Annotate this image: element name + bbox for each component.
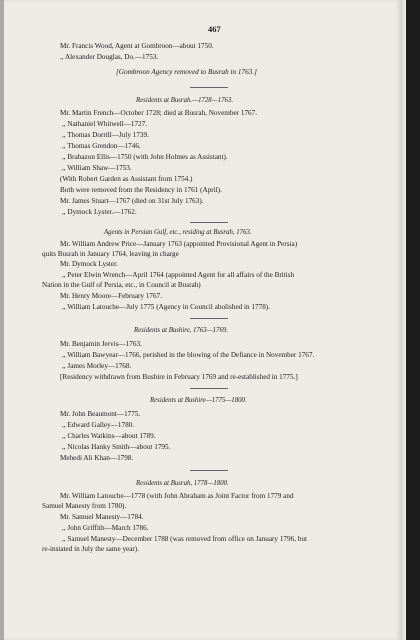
text-line: Mr. James Stuart—1767 (died on 31st July 1763). — [60, 197, 204, 205]
text-line: ,, John Griffith—March 1786. — [62, 524, 149, 532]
text-line: [Residency withdrawn from Bushire in February 1769 and re-established in 1775.] — [60, 373, 298, 381]
text-line: ,, Thomas Dorrill—July 1739. — [62, 131, 149, 139]
book-binding — [406, 0, 420, 640]
text-line: Mehedi Ali Khan—1798. — [60, 454, 134, 462]
text-line: ,, Samuel Manesty—December 1788 (was removed from office on January 1796, but — [62, 535, 307, 543]
section-rule — [190, 470, 228, 471]
text-line: (With Robert Garden as Assistant from 1754.) — [60, 175, 193, 183]
text-line: Mr. William Andrew Price—January 1763 (appointed Provisional Agent in Persia) — [60, 240, 298, 248]
text-line: Nation in the Gulf of Persia, etc., in Council at Busrah) — [42, 281, 201, 289]
text-line: ,, Edward Galley—1780. — [62, 421, 135, 429]
text-line: ,, Brabazon Ellis—1750 (with John Holmes as Assistant). — [62, 153, 228, 161]
text-line: Samuel Manesty from 1780). — [42, 502, 127, 510]
text-line: Mr. John Beaumont—1775. — [60, 410, 141, 418]
text-line: ,, James Morley—1768. — [62, 362, 132, 370]
note-line: [Gombroon Agency removed to Busrah in 1763.] — [116, 68, 257, 76]
text-line: ,, Dymock Lyster.—1762. — [62, 208, 137, 216]
text-line: Mr. Dymock Lyster. — [60, 260, 118, 268]
text-line: ,, Charles Watkins—about 1789. — [62, 432, 156, 440]
text-line: Mr. Benjamin Jervis—1763. — [60, 340, 142, 348]
page-number: 467 — [208, 24, 221, 34]
section-heading: Residents at Busrah, 1778—1800. — [136, 480, 229, 487]
section-rule — [190, 388, 228, 389]
text-line: ,, Peter Elwin Wrench—April 1764 (appointed Agent for all affairs of the British — [62, 271, 295, 279]
section-rule — [190, 318, 228, 319]
text-line: Mr. Martin French—October 1728; died at Busrah, November 1767. — [60, 109, 258, 117]
text-line: Mr. Francis Wood, Agent at Gombroon—about 1750. — [60, 42, 214, 50]
text-line: Mr. Samuel Manesty—1784. — [60, 513, 144, 521]
text-line: quits Busrah in January 1764, leaving in charge — [42, 250, 179, 258]
text-line: ,, William Bawyear—1766, perished in the blowing of the Defiance in November 1767. — [62, 351, 315, 359]
text-line: ,, William Shaw—1753. — [62, 164, 132, 172]
text-line: Mr. Henry Moore—February 1767. — [60, 292, 163, 300]
section-heading: Agents in Persian Gulf, etc., residing at Busrah, 1763. — [104, 229, 252, 236]
text-line: re-instated in July the same year). — [42, 545, 139, 553]
section-heading: Residents at Bushire—1775—1800. — [150, 397, 247, 404]
text-line: ,, Nicolas Hanky Smith—about 1795. — [62, 443, 171, 451]
text-line: ,, Alexander Douglas, Do.—1753. — [60, 53, 159, 61]
text-line: ,, Nathaniel Whitwell—1727. — [62, 120, 148, 128]
section-rule — [190, 222, 228, 223]
text-line: ,, William Latouche—July 1775 (Agency in Council abolished in 1778). — [62, 303, 270, 311]
section-rule — [190, 87, 228, 88]
section-heading: Residents at Bushire, 1763—1769. — [134, 327, 228, 334]
text-line: Both were removed from the Residency in 1761 (April). — [60, 186, 222, 194]
text-line: ,, Thomas Grendon—1746. — [62, 142, 141, 150]
section-heading: Residents at Busrah.—1728—1763. — [136, 97, 234, 104]
text-line: Mr. William Latouche—1778 (with John Abraham as Joint Factor from 1779 and — [60, 492, 294, 500]
